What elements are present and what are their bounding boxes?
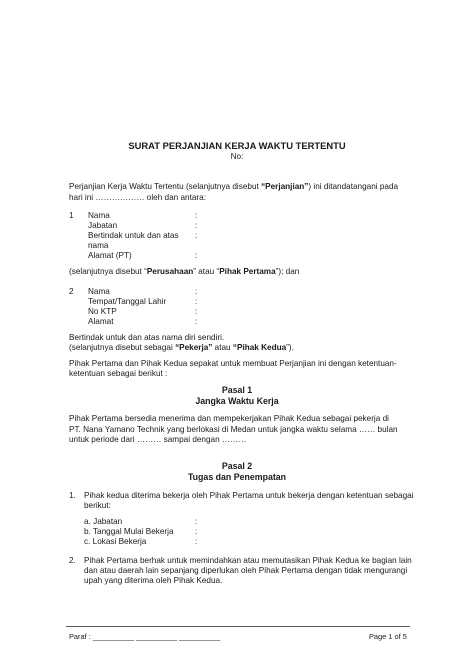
party-1-alias-pre: (selanjutnya disebut “ bbox=[69, 267, 147, 276]
party-1-colon-bertindak: : bbox=[195, 231, 198, 240]
party-1-colon-nama: : bbox=[195, 211, 198, 220]
footer-page-number: Page 1 of 5 bbox=[369, 632, 407, 641]
party-1-alias-mid: ” atau “ bbox=[193, 267, 220, 276]
agreement-line-2: ketentuan sebagai berikut : bbox=[69, 369, 168, 378]
intro-line-1 bbox=[69, 181, 398, 192]
pasal-2-item-2-line-3: upah yang diterima oleh Pihak Kedua. bbox=[84, 576, 223, 585]
party-2-alias-pihak-kedua: “Pihak Kedua bbox=[232, 343, 287, 352]
pasal-1-line-2: PT. Nana Yamano Technik yang berlokasi di Medan untuk jangka waktu selama …… bulan bbox=[69, 425, 398, 434]
agreement-line-1: Pihak Pertama dan Pihak Kedua sepakat untuk membuat Perjanjian ini dengan ketentuan- bbox=[69, 359, 397, 368]
party-1-field-bertindak: Bertindak untuk dan atas bbox=[88, 231, 179, 240]
party-1-field-jabatan: Jabatan bbox=[88, 221, 118, 230]
party-2-colon-ktp: : bbox=[195, 307, 198, 316]
party-2-field-nama: Nama bbox=[88, 287, 110, 296]
party-2-colon-alamat: : bbox=[195, 317, 198, 326]
document-number-label: No: bbox=[230, 152, 244, 161]
pasal-2-subitem-tanggal: b. Tanggal Mulai Bekerja bbox=[84, 527, 174, 536]
party-1-alias-perusahaan: Perusahaan bbox=[146, 267, 194, 276]
footer-paraf: Paraf : __________ __________ __________ bbox=[69, 632, 221, 641]
party-1-field-nama: Nama bbox=[88, 211, 110, 220]
party-2-alias-pekerja: “Pekerja” bbox=[175, 343, 213, 352]
pasal-2-item-2-number: 2. bbox=[69, 556, 76, 565]
intro-line-2: hari ini ……………… oleh dan antara: bbox=[69, 193, 206, 202]
pasal-1-subheading: Jangka Waktu Kerja bbox=[195, 396, 279, 406]
party-1-field-bertindak-cont: nama bbox=[88, 241, 109, 250]
pasal-1-line-3: untuk periode dari ……… sampai dengan ……… bbox=[69, 435, 247, 444]
intro-text-pre: Perjanjian Kerja Waktu Tertentu (selanjutnya disebut bbox=[69, 182, 262, 191]
pasal-2-item-1-line-1: Pihak kedua diterima bekerja oleh Pihak Pertama untuk bekerja dengan ketentuan sebagai bbox=[84, 491, 414, 500]
party-2-colon-ttl: : bbox=[195, 297, 198, 306]
intro-text-post: ) ini ditandatangani pada bbox=[308, 182, 399, 191]
party-2-field-ttl: Tempat/Tanggal Lahir bbox=[88, 297, 167, 306]
party-1-field-alamat: Alamat (PT) bbox=[88, 251, 132, 260]
party-1-alias bbox=[69, 266, 299, 277]
pasal-2-item-2-line-2: dan atau daerah lain sepanjang diperlukan oleh Pihak Pertama dengan tidak mengurangi bbox=[84, 566, 408, 575]
pasal-2-subitem-jabatan: a. Jabatan bbox=[84, 517, 123, 526]
party-2-field-alamat: Alamat bbox=[88, 317, 114, 326]
party-2-alias-mid: atau bbox=[212, 343, 233, 352]
party-2-acting-line: Bertindak untuk dan atas nama diri sendiri. bbox=[69, 333, 225, 342]
party-2-alias-pre: (selanjutnya disebut sebagai bbox=[69, 343, 176, 352]
party-1-colon-jabatan: : bbox=[195, 221, 198, 230]
party-2-colon-nama: : bbox=[195, 287, 198, 296]
pasal-2-subitem-colon-1: : bbox=[195, 517, 198, 526]
pasal-2-subitem-colon-3: : bbox=[195, 537, 198, 546]
pasal-2-subitem-lokasi: c. Lokasi Bekerja bbox=[84, 537, 147, 546]
party-2-alias bbox=[69, 342, 294, 353]
party-2-alias-post: ”). bbox=[286, 343, 294, 352]
pasal-2-subitem-colon-2: : bbox=[195, 527, 198, 536]
pasal-1-heading: Pasal 1 bbox=[221, 385, 253, 395]
party-2-field-ktp: No KTP bbox=[88, 307, 117, 316]
party-2-number: 2 bbox=[69, 287, 74, 296]
party-1-number: 1 bbox=[69, 211, 74, 220]
pasal-2-item-2-line-1: Pihak Pertama berhak untuk memindahkan atau memutasikan Pihak Kedua ke bagian lain bbox=[84, 556, 412, 565]
pasal-1-line-1: Pihak Pertama bersedia menerima dan mempekerjakan Pihak Kedua sebagai pekerja di bbox=[69, 414, 389, 423]
pasal-2-item-1-line-2: berikut: bbox=[84, 501, 111, 510]
intro-term-perjanjian: “Perjanjian” bbox=[261, 182, 309, 191]
pasal-2-heading: Pasal 2 bbox=[221, 461, 253, 471]
footer-divider bbox=[66, 626, 410, 627]
pasal-2-subheading: Tugas dan Penempatan bbox=[187, 472, 287, 482]
party-1-alias-pihak-pertama: Pihak Pertama bbox=[219, 267, 276, 276]
party-1-alias-post: ”); dan bbox=[275, 267, 300, 276]
document-title: SURAT PERJANJIAN KERJA WAKTU TERTENTU bbox=[128, 140, 346, 151]
party-1-colon-alamat: : bbox=[195, 251, 198, 260]
pasal-2-item-1-number: 1. bbox=[69, 491, 76, 500]
